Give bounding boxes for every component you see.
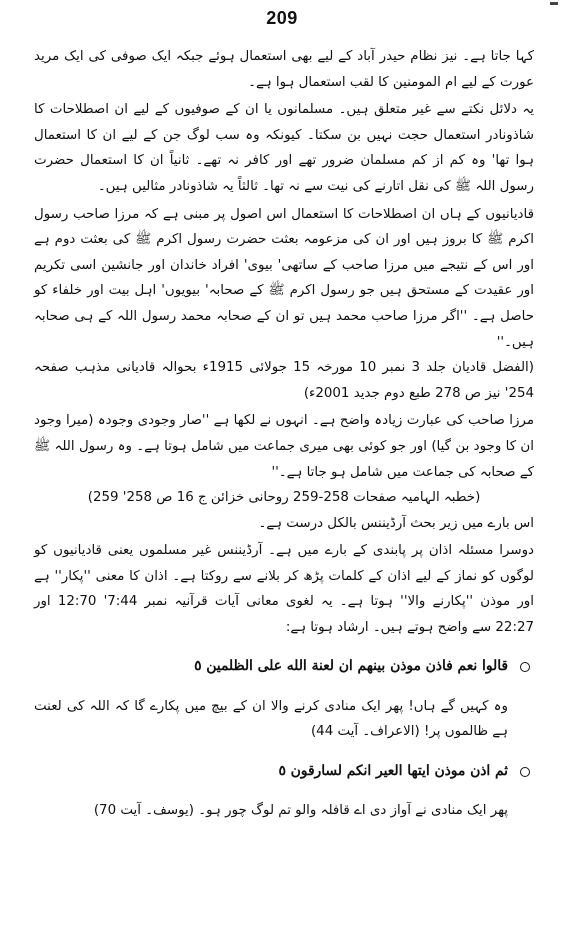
verse-translation-2: پھر ایک منادی نے آواز دی اے قافلہ والو تم لوگ چور ہو۔ (یوسف۔ آیت 70) (93, 803, 508, 819)
reference-2: (خطبہ الہامیہ صفحات 258-259 روحانی خزائن ج 16 ص 258' 259) (87, 490, 481, 506)
paragraph-4: مرزا صاحب کی عبارت زیادہ واضح ہے۔ انہوں نے لکھا ہے ''صار وجودی وجودہ (میرا وجود ان کا وجود بن گیا) اور جو کوئی بھی میری جماعت میں شامل ہوتا ہے۔ وہ رسول اللہ ﷺ کے صحابہ کی جماعت میں شامل ہو جاتا ہے۔'' (34, 413, 534, 480)
verse-arabic-1: قالوا نعم فاذن موذن بینهم ان لعنة الله على الظلمين ٥ (194, 658, 508, 675)
circle-bullet-icon (520, 662, 530, 672)
paragraph-6: دوسرا مسئلہ اذان پر پابندی کے بارے میں ہے۔ آرڈیننس غیر مسلموں یعنی قادیانیوں کو لوگوں کو نماز کے لیے اذان کے کلمات پڑھ کر بلانے سے روکتا ہے۔ اذان کا معنی ''پکار'' ہے اور موذن ''پکارنے والا'' ہوتا ہے۔ یہ لغوی معانی آیات قرآنیہ نمبر 7:44' 12:70 اور 22:27 سے واضح ہوتے ہیں۔ ارشاد ہوتا ہے: (34, 543, 534, 636)
verse-translation-1: وہ کہیں گے ہاں! پھر ایک منادی کرنے والا ان کے بیچ میں پکارے گا کہ اللہ کی لعنت ہے ظالموں پر! (الاعراف۔ آیت 44) (34, 698, 508, 740)
circle-bullet-icon (520, 767, 530, 777)
paragraph-3: قادیانیوں کے ہاں ان اصطلاحات کا استعمال اس اصول پر مبنی ہے کہ مرزا صاحب رسول اکرم ﷺ کا بروز ہیں اور ان کی مزعومہ بعثت حضرت رسول اکرم ﷺ کی بعثت دوم ہے اور اس کے نتیجے میں مرزا صاحب کے ساتھی' بیوی' افراد خاندان اور جانشین اسی تکریم اور عقیدت کے مستحق ہیں جو رسول اکرم ﷺ کے صحابہ' بیویوں' اہل بیت اور خلفاء کو حاصل ہے۔ ''اگر مرزا صاحب محمد ہیں تو ان کے صحابہ محمد رسول اللہ کے ہی صحابہ ہیں۔'' (34, 206, 534, 350)
verse-arabic-2: ثم اذن موذن ايتها العير انكم لسارقون ٥ (278, 762, 508, 779)
page-number: 209 (266, 8, 298, 28)
reference-1: (الفضل قادیان جلد 3 نمبر 10 مورخہ 15 جولائی 1915ء بحوالہ قادیانی مذہب صفحہ 254' نیز ص 278 طبع دوم جدید 2001ء) (34, 360, 534, 401)
paragraph-5: اس بارے میں زیر بحث آرڈیننس بالکل درست ہے۔ (258, 515, 534, 531)
paragraph-1: کہا جاتا ہے۔ نیز نظام حیدر آباد کے لیے بھی استعمال ہوئے جبکہ ایک صوفی کی ایک مرید عورت کے لیے ام المومنین کا لقب استعمال ہوا ہے۔ (34, 49, 534, 90)
paragraph-2: یہ دلائل نکتے سے غیر متعلق ہیں۔ مسلمانوں یا ان کے صوفیوں کے لیے ان اصطلاحات کا شاذونادر استعمال حجت نہیں بن سکتا۔ کیونکہ وہ سب لوگ جن کے لیے ان کا استعمال ہوا تھا' وہ کم از کم مسلمان ضرور تھے اور کافر نہ تھے۔ ثانیاً ان کا استعمال حضرت رسول اللہ ﷺ کی نقل اتارنے کی نیت سے نہ تھا۔ ثالثاً یہ شاذونادر مثالیں ہیں۔ (34, 102, 534, 194)
verse-item-1 (34, 654, 534, 745)
verse-item-2 (34, 759, 534, 824)
body-text (34, 44, 534, 824)
corner-mark (550, 2, 558, 5)
